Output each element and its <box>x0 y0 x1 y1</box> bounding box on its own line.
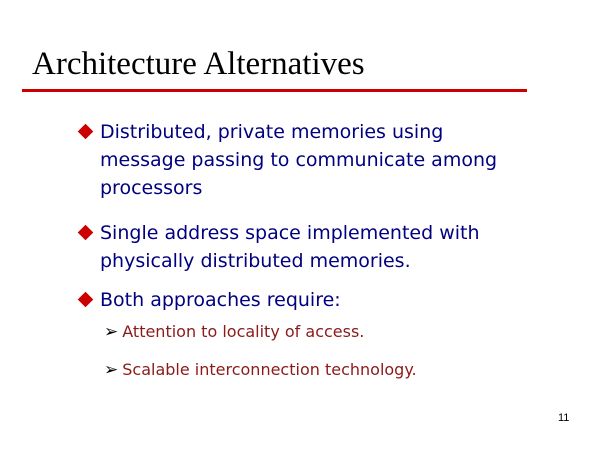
bullet-text-line: physically distributed memories. <box>100 250 411 272</box>
arrowhead-icon: ➢ <box>104 360 119 380</box>
arrowhead-icon: ➢ <box>104 322 119 342</box>
sub-bullet-item <box>104 358 417 382</box>
red-diamond-icon <box>78 292 94 308</box>
bullet-text-line: message passing to communicate among <box>100 149 498 171</box>
page-number: 11 <box>558 412 570 424</box>
slide-title: Architecture Alternatives <box>32 46 365 82</box>
sub-bullet-item <box>104 320 364 344</box>
sub-bullet-text: Scalable interconnection technology. <box>122 360 417 379</box>
bullet-item <box>80 118 497 202</box>
bullet-text-line: Distributed, private memories using <box>100 121 444 143</box>
sub-bullet-text: Attention to locality of access. <box>122 322 365 341</box>
bullet-item <box>80 219 480 275</box>
red-diamond-icon <box>78 124 94 140</box>
title-underline <box>22 89 527 92</box>
red-diamond-icon <box>78 225 94 241</box>
bullet-text-line: processors <box>100 177 203 199</box>
bullet-item <box>80 286 341 314</box>
bullet-text-line: Single address space implemented with <box>100 222 480 244</box>
bullet-text-line: Both approaches require: <box>100 289 341 311</box>
